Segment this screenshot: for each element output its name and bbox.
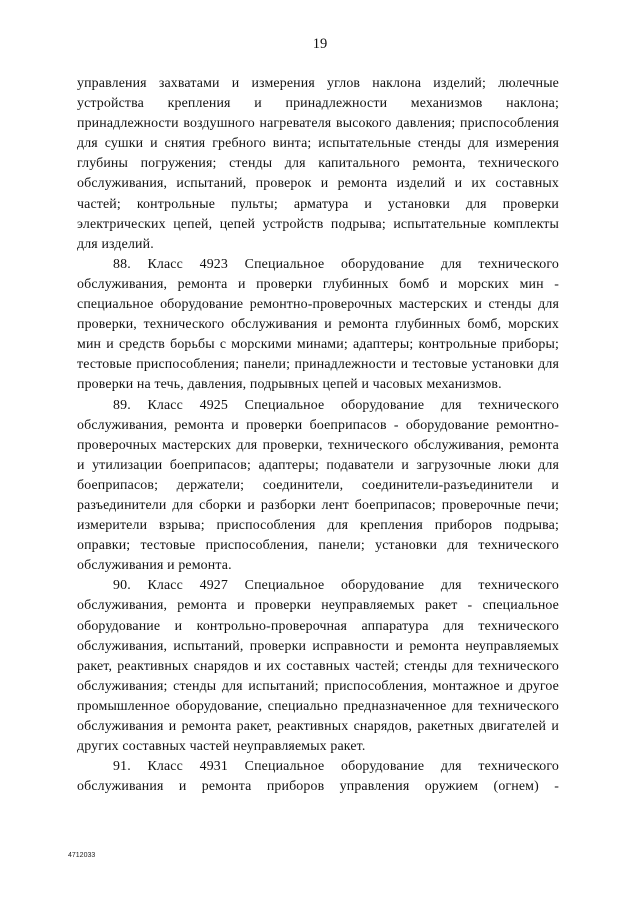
- document-body: [77, 74, 559, 797]
- paragraph-item-89: 89. Класс 4925 Специальное оборудование для технического обслуживания, ремонта и проверки боеприпасов - оборудование ремонтно-проверочных мастерских для проверки, технического обслуживания, ремонта и утилизации боеприпасов; адаптеры; подаватели и загрузочные люки для боеприпасов; держатели; соединители, соединители-разъединители и разъединители для сборки и разборки лент боеприпасов; проверочные печи; измерители взрыва; приспособления для крепления приборов подрыва; оправки; тестовые приспособления, панели; установки для технического обслуживания и ремонта.: [77, 397, 559, 574]
- paragraph-item-88: 88. Класс 4923 Специальное оборудование для технического обслуживания, ремонта и проверки глубинных бомб и морских мин - специальное оборудование ремонтно-проверочных мастерских и стенды для проверки, технического обслуживания и ремонта глубинных бомб, морских мин и средств борьбы с морскими минами; адаптеры; контрольные приборы; тестовые приспособления; панели; принадлежности и тестовые установки для проверки на течь, давления, подрывных цепей и часовых механизмов.: [77, 256, 559, 393]
- paragraph-continuation: управления захватами и измерения углов наклона изделий; люлечные устройства крепления и принадлежности механизмов наклона; принадлежности воздушного нагревателя высокого давления; приспособления для сушки и снятия гребного винта; испытательные стенды для измерения глубины погружения; стенды для капитального ремонта, технического обслуживания, испытаний, проверок и ремонта изделий и их составных частей; контрольные пульты; арматура и установки для проверки электрических цепей, цепей устройств подрыва; испытательные комплекты для изделий.: [77, 76, 559, 252]
- page-number: 19: [312, 36, 328, 52]
- paragraph-item-91: 91. Класс 4931 Специальное оборудование для технического обслуживания и ремонта приборов управления оружием (огнем) -: [77, 759, 559, 795]
- document-code: 4712033: [68, 852, 96, 859]
- paragraph-item-90: 90. Класс 4927 Специальное оборудование для технического обслуживания, ремонта и проверки неуправляемых ракет - специальное оборудование и контрольно-проверочная аппаратура для технического обслуживания, испытаний, проверки исправности и ремонта неуправляемых ракет, реактивных снарядов и их составных частей; стенды для технического обслуживания; стенды для испытаний; приспособления, монтажное и другое промышленное оборудование, специально предназначенное для технического обслуживания и ремонта ракет, реактивных снарядов, ракетных двигателей и других составных частей неуправляемых ракет.: [77, 578, 559, 755]
